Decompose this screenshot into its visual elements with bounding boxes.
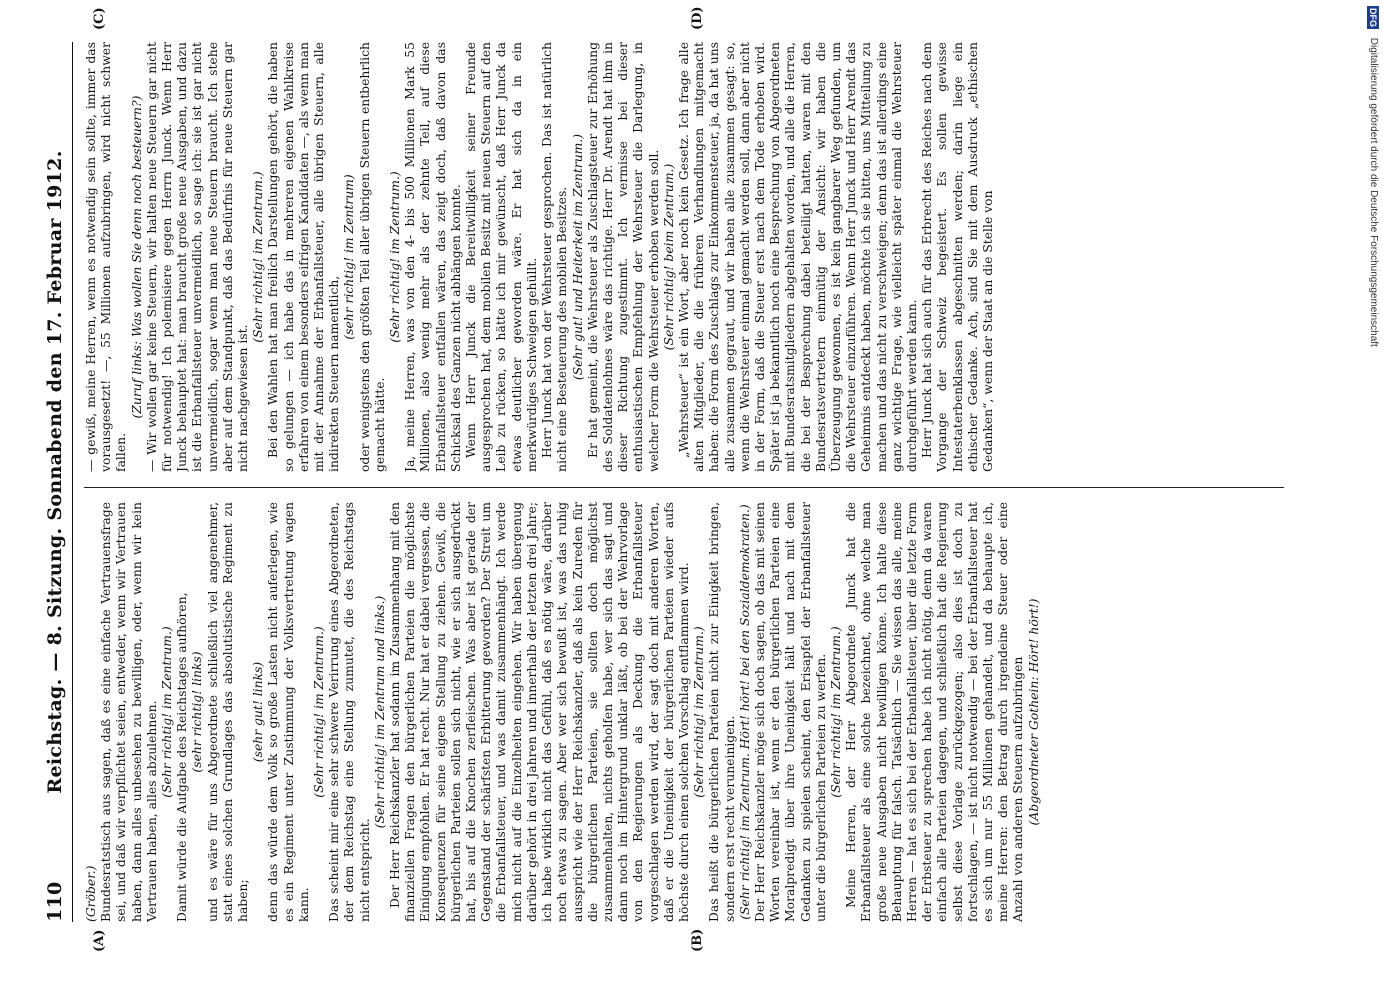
interjection: (Sehr richtig! im Zentrum. Hört! hört! bei den Sozialdemokraten.)	[737, 504, 752, 920]
paragraph: — Wir wollen gar keine Steuern, wir halten neue Steuern gar nicht für notwendig! Ich polemisiere gegen Herrn Junck. Wenn Herr Junck behauptet hat: man braucht große neue Ausgaben, und dazu ist die Erbanfallsteuer unvermeidlich, so sage ich: sie ist gar nicht unvermeidlich, sogar wenn man neue Steuern braucht. Ich stehe aber auf dem Standpunkt, daß das Bedürfnis für neue Steuern gar nicht nachgewiesen ist.	[144, 42, 251, 472]
page-number: 110	[44, 881, 66, 922]
interjection: (Sehr richtig! im Zentrum.)	[388, 171, 403, 343]
running-title: Reichstag. — 8. Sitzung. Sonnabend den 17. Februar 1912.	[44, 150, 66, 794]
interjection: (sehr richtig! links)	[190, 651, 205, 773]
interjection: (sehr richtig! im Zentrum)	[342, 174, 357, 340]
paragraph: Der Herr Reichskanzler hat sodann im Zusammenhang mit den finanziellen Fragen den bürgerlichen Parteien die möglichste Einigung empfohlen. Er hat recht. Nur hat er dabei vergessen, die Konsequenzen für seine eigene Stellung zu ziehen. Gewiß, die bürgerlichen Parteien sollen sich nicht, wie er sich ausgedrückt hat, bis auf die Knochen zerfleischen. Was aber ist gerade der Gegenstand der schärfsten Erbitterung geworden? Der Streit um die Erbanfallsteuer, und was damit zusammenhängt. Ich werde mich nicht auf die Einzelheiten eingehen. Wir haben übergenug darüber gehört in drei Jahren und innerhalb der letzten drei Jahre; ich habe wirklich nicht das Gefühl, daß es nötig wäre, darüber noch etwas zu sagen. Aber wer sich bewußt ist, was das ruhig ausspricht wie der Herr Reichskanzler, daß als kein Zureden für die bürgerlichen Parteien, sie sollten doch möglichst zusammenhalten, nichts geholfen habe, wer sich das sagt und dann noch im Hintergrund unklar läßt, ob bei der Wehrvorlage von den Regierungen als Deckung die Erbanfallsteuer vorgeschlagen werden wird, der sagt doch mit anderen Worten, daß er die Uneinigkeit der bürgerlichen Parteien wieder aufs höchste durch einen solchen Vorschlag entflammen wird.	[388, 502, 691, 922]
paragraph: — gewiß, meine Herren, wenn es notwendig sein sollte, immer das vorausgesetzt! —, 55 Millionen aufzubringen, wird nicht schwer fallen.	[84, 42, 129, 472]
left-text-column	[84, 502, 1304, 922]
interjection: (Sehr richtig! im Zentrum.)	[160, 626, 175, 798]
interjection: (Zuruf links: Was wollen Sie denn noch besteuern?)	[129, 95, 144, 419]
margin-letter-c: (C)	[92, 7, 107, 30]
margin-letter-b: (B)	[690, 928, 705, 952]
interjection: (Abgeordneter Gothein: Hört! hört!)	[1026, 598, 1041, 826]
paragraph: Meine Herren, der Herr Abgeordnete Junck hat die Erbanfallsteuer als eine solche bezeichnet, ohne welche man große neue Ausgaben nicht bewilligen könne. Ich halte diese Behauptung für falsch. Tatsächlich — Sie wissen das alle, meine Herren — hat es sich bei der Erbanfallsteuer, über die letzte Form der Erbsteuer zu sprechen habe ich nicht nötig, denn da waren einfach alle Parteien dagegen, und schließlich hat die Regierung selbst diese Vorlage zurückgezogen; also dies ist doch zu fortschlagen, — ist nicht notwendig — bei der Erbanfallsteuer hat es sich um nur 55 Millionen gehandelt, und da behaupte ich, meine Herren: den Betrag durch irgendeine Steuer oder eine Anzahl von anderen Steuern aufzubringen	[844, 502, 1026, 922]
paragraph: oder wenigstens den größten Teil aller übrigen Steuern entbehrlich gemacht hätte.	[357, 42, 387, 472]
page-header	[40, 42, 73, 922]
paragraph: Herr Junck hat von der Wehrsteuer gesprochen. Das ist natürlich nicht eine Besteuerung des mobilen Besitzes.	[540, 42, 570, 472]
paragraph: Das heißt die bürgerlichen Parteien nicht zur Einigkeit bringen, sondern erst recht veruneinigen.	[707, 502, 737, 922]
interjection: (sehr gut! links)	[251, 661, 266, 763]
paragraph: Er hat gemeint, die Wehrsteuer als Zuschlagsteuer zur Erhöhung des Soldatenlohnes wäre das richtige. Herr Dr. Arendt hat ihm in dieser Richtung zugestimmt. Ich vermisse bei dieser enthusiastischen Empfehlung der Wehrsteuer die Darlegung, in welcher Form die Wehrsteuer erhoben werden soll.	[585, 42, 661, 472]
interjection: (Sehr richtig! im Zentrum.)	[692, 626, 707, 798]
margin-letter-a: (A)	[92, 929, 107, 952]
paragraph: und es wäre für uns Abgeordnete schließlich viel angenehmer, statt eines solchen Grundlages das absolutistische Regiment zu haben;	[205, 502, 251, 922]
paragraph: Bei den Wahlen hat man freilich Darstellungen gehört, die haben so gelungen — ich habe das in mehreren eigenen Wahlkreise erfahren von einem besonders eifrigen Kandidaten —, als wenn man mit der Annahme der Erbanfallsteuer, alle übrigen Steuern, alle indirekten Steuern namentlich,	[266, 42, 342, 472]
digitization-credit	[1357, 6, 1379, 826]
paragraph: Ja, meine Herren, was von den 4- bis 500 Millionen Mark 55 Millionen, also wenig mehr als der zehnte Teil, auf diese Erbanfallsteuer entfallen wären, das zeigt doch, daß davon das Schicksal des Ganzen nicht abhängen konnte.	[403, 42, 463, 472]
column-divider	[84, 487, 1284, 488]
paragraph: denn das würde dem Volk so große Lasten nicht auferlegen, wie es ein Regiment unter Zustimmung der Volksvertretung wagen kann.	[266, 502, 311, 922]
paragraph: Wenn Herr Junck die Bereitwilligkeit seiner Freunde ausgesprochen hat, dem mobilen Besitz mit neuen Steuern auf den Leib zu rücken, so hätte ich mir gewünscht, daß Herr Junck da etwas deutlicher geworden wäre. Er hat sich da in ein merkwürdiges Schweigen gehüllt.	[464, 42, 539, 472]
interjection: (Sehr richtig! im Zentrum.)	[828, 626, 843, 798]
interjection: (Sehr richtig! im Zentrum.)	[251, 171, 266, 343]
paragraph: Damit würde die Aufgabe des Reichstages aufhören,	[175, 592, 190, 922]
interjection: (Sehr richtig! beim Zentrum.)	[661, 163, 676, 351]
margin-letter-d: (D)	[690, 6, 705, 30]
right-text-column	[84, 42, 1304, 472]
interjection: (Sehr richtig! im Zentrum.)	[312, 626, 327, 798]
interjection: (Sehr richtig! im Zentrum und links.)	[372, 595, 387, 829]
paragraph: Der Herr Reichskanzler möge sich doch sagen, ob das mit seinen Worten vereinbar ist, wenn er den bürgerlichen Parteien eine Moralpredigt über ihre Uneinigkeit hält und nach mit dem Gedanken zu spielen scheint, den Erisapfel der Erbanfallsteuer unter die bürgerlichen Parteien zu werfen.	[752, 502, 828, 922]
paragraph: Herr Junck hat sich auch für das Erbrecht des Reiches nach dem Vorgange der Schweiz begeistert. Es sollen gewisse Intestaterbenklassen abgeschnitten werden; darin liege ein ethischer Gedanke. Ach, sind Sie mit dem Ausdruck „ethischen Gedanken“, wenn der Staat an die Stelle von	[920, 42, 995, 472]
paragraph: Das scheint mir eine sehr schwere Verirrung eines Abgeordneten, der dem Reichstag eine Stellung zumutet, die des Reichstags nicht entspricht.	[327, 502, 372, 922]
dfg-logo: DFG	[1368, 8, 1378, 27]
paragraph: Bundesratstisch aus sagen, daß es eine einfache Vertrauensfrage sei, und daß wir verpflichtet seien, entweder, wenn wir Vertrauen haben, dann alles unbesehen zu bewilligen, oder, wenn wir kein Vertrauen haben, alles abzulehnen.	[99, 502, 159, 922]
paragraph: „Wehrsteuer“ ist ein Wort, aber noch kein Gesetz. Ich frage alle alten Mitglieder, die die früheren Verhandlungen mitgemacht haben: die Form des Zuschlags zur Einkommensteuer, ja, da hat uns alle zusammen gegraut, und wir haben alle zusammen gesagt: so, wenn die Wehrsteuer einmal gemacht werden soll, dann aber nicht in der Form, daß die Steuer erst nach dem Tode erhoben wird. Später ist ja bekanntlich noch eine Besprechung von Abgeordneten mit Bundesratsmitgliedern abgehalten worden, und alle die Herren, die bei der Besprechung dabei beteiligt hatten, waren mit den Bundesratsvertretern einmütig der Ansicht: wir haben die Überzeugung gewonnen, es ist kein gangbarer Weg gefunden, um die Wehrsteuer einzuführen. Wenn Herr Junck und Herr Arendt das Geheimnis entdeckt haben, möchte ich sie bitten, uns Mitteilung zu machen und das nicht zu verschweigen; denn das ist allerdings eine ganz wichtige Frage, wie vielleicht später einmal die Wehrsteuer durchgeführt werden kann.	[676, 42, 919, 472]
speaker-name: (Gröber.)	[84, 865, 98, 922]
credit-text: Digitalisierung gefördert durch die Deutsche Forschungsgemeinschaft	[1368, 37, 1379, 347]
interjection: (Sehr gut! und Heiterkeit im Zentrum.)	[570, 133, 585, 381]
